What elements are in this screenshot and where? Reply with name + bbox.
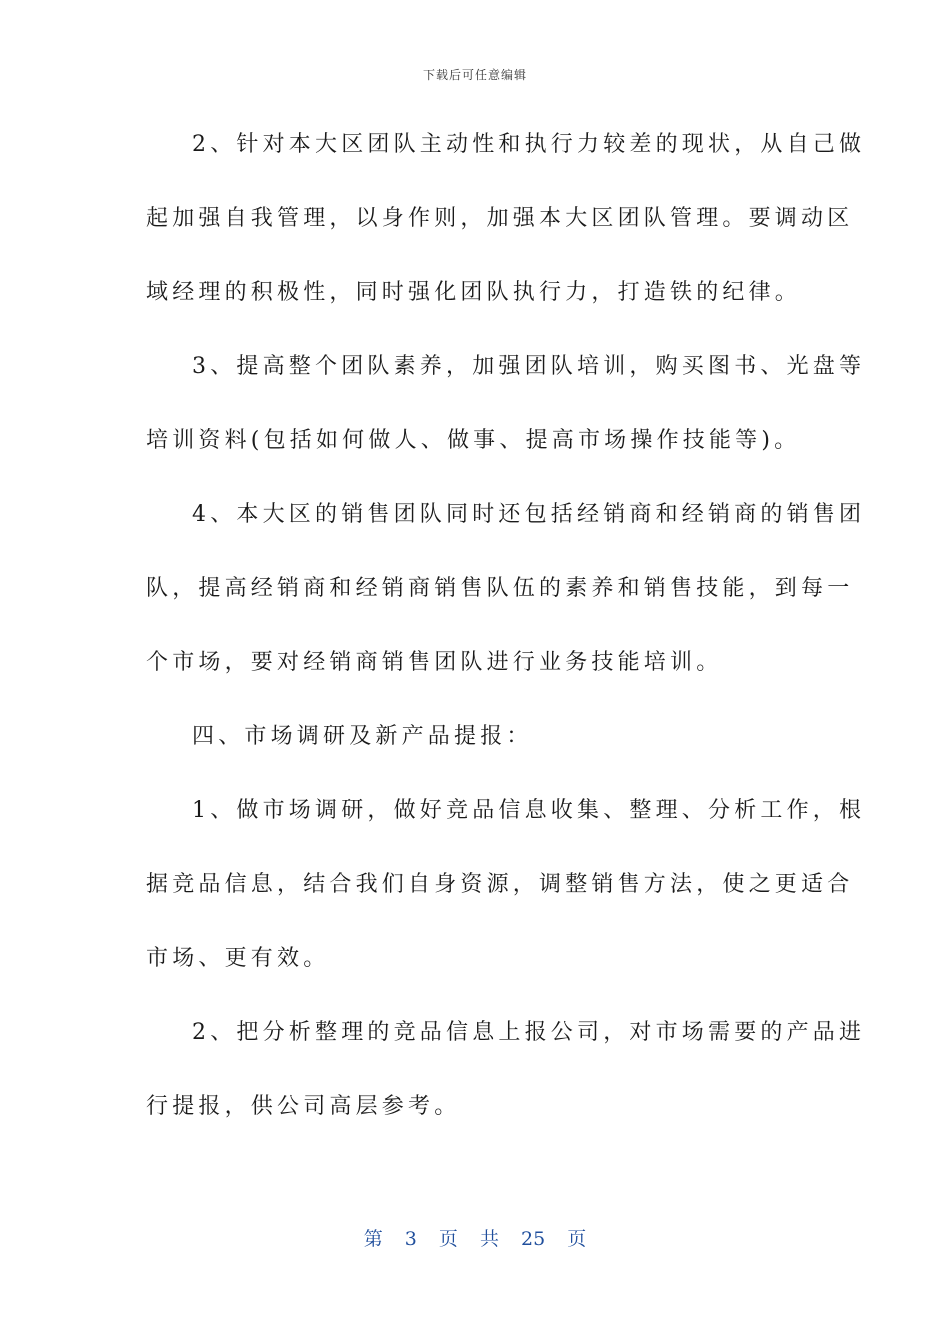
paragraph-line: 域经理的积极性，同时强化团队执行力，打造铁的纪律。	[146, 280, 802, 305]
section-heading	[146, 712, 806, 786]
paragraph-line: 培训资料(包括如何做人、做事、提高市场操作技能等)。	[146, 428, 801, 453]
footer-middle: 页	[438, 1228, 458, 1250]
paragraph-line: 4、本大区的销售团队同时还包括经销商和经销商的销售团	[192, 502, 866, 527]
paragraph-line: 起加强自我管理，以身作则，加强本大区团队管理。要调动区	[146, 206, 854, 231]
body-text	[146, 120, 866, 1156]
paragraph-line: 市场、更有效。	[146, 946, 330, 971]
paragraph-line: 3、提高整个团队素养，加强团队培训，购买图书、光盘等	[192, 354, 866, 379]
paragraph-line: 2、把分析整理的竞品信息上报公司，对市场需要的产品进	[192, 1020, 866, 1045]
footer-prefix: 第	[363, 1228, 383, 1250]
footer-total-label: 共	[479, 1228, 499, 1250]
paragraph	[146, 490, 866, 712]
paragraph-line: 队，提高经销商和经销商销售队伍的素养和销售技能，到每一	[146, 576, 854, 601]
paragraph-line: 个市场，要对经销商销售团队进行业务技能培训。	[146, 650, 723, 675]
header-note: 下载后可任意编辑	[422, 68, 527, 82]
footer-total-pages: 25	[521, 1228, 546, 1250]
paragraph	[146, 342, 866, 490]
paragraph-line: 行提报，供公司高层参考。	[146, 1094, 461, 1119]
page-footer	[0, 1224, 950, 1251]
paragraph	[146, 786, 866, 1008]
paragraph	[146, 120, 866, 342]
paragraph-line: 1、做市场调研，做好竞品信息收集、整理、分析工作，根	[192, 798, 866, 823]
paragraph-line: 据竞品信息，结合我们自身资源，调整销售方法，使之更适合	[146, 872, 854, 897]
paragraph-line: 2、针对本大区团队主动性和执行力较差的现状，从自己做	[192, 132, 866, 157]
paragraph	[146, 1008, 866, 1156]
footer-current-page: 3	[404, 1228, 417, 1250]
footer-suffix: 页	[567, 1228, 587, 1250]
paragraph-line: 四、市场调研及新产品提报：	[192, 724, 533, 749]
